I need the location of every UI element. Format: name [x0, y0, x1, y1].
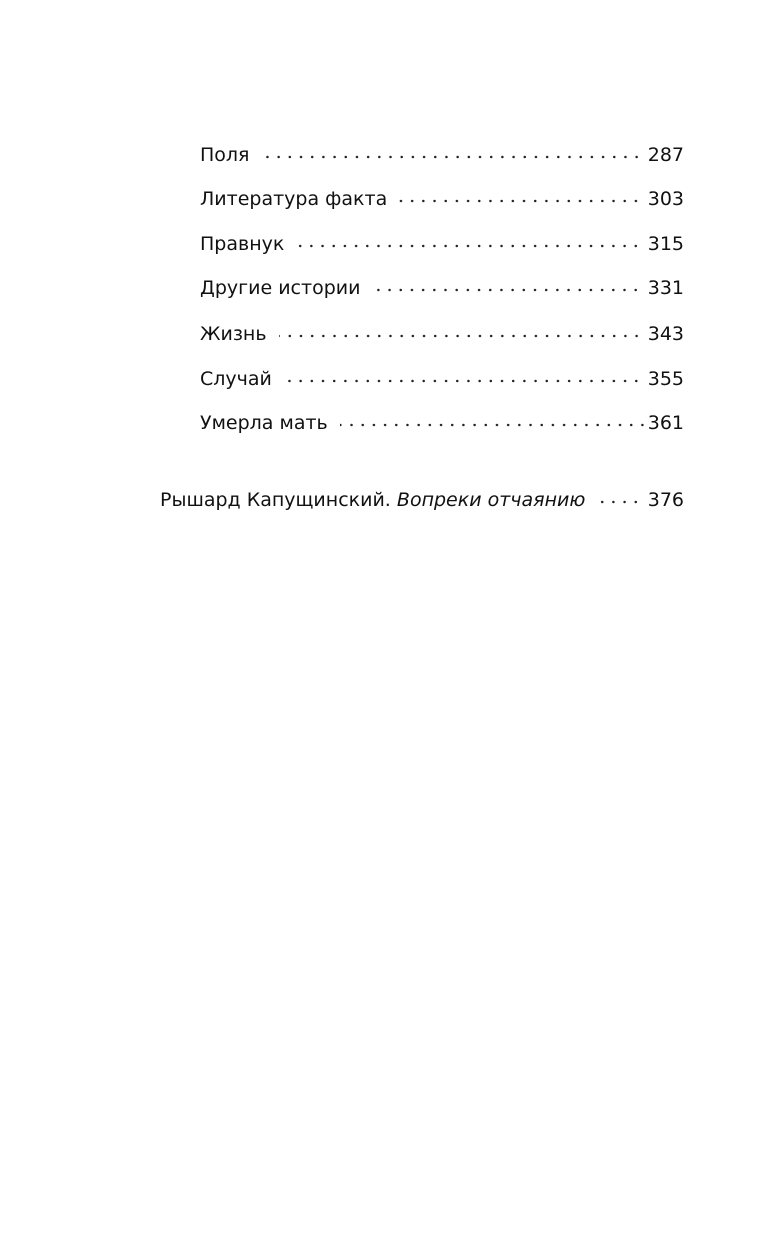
toc-entry-page: 287 [647, 144, 684, 166]
toc-entry-title: Литература факта [200, 188, 388, 210]
dot-leader [597, 497, 641, 507]
toc-entry-title: Жизнь [200, 323, 267, 345]
toc-afterword-entry [160, 482, 684, 512]
dot-leader [399, 196, 642, 206]
dot-leader [296, 241, 641, 251]
toc-entry [200, 270, 684, 300]
toc-entry-page: 355 [647, 368, 684, 390]
toc-entry [200, 137, 684, 167]
toc-entry-page: 331 [647, 277, 684, 299]
toc-entry-page: 361 [647, 412, 684, 434]
toc-entry-title: Умерла мать [200, 412, 328, 434]
toc-entry-page: 303 [647, 188, 684, 210]
toc-entry-title: Случай [200, 368, 272, 390]
dot-leader [262, 152, 642, 162]
toc-entry-title: Поля [200, 144, 250, 166]
dot-leader [372, 285, 641, 295]
toc-entry [200, 405, 684, 435]
toc-entry [200, 316, 684, 346]
toc-entry [200, 226, 684, 256]
dot-leader [284, 376, 642, 386]
toc-entry [200, 181, 684, 211]
dot-leader [340, 420, 648, 430]
afterword-essay-title: Вопреки отчаянию [396, 489, 586, 511]
toc-entry [200, 361, 684, 391]
toc-afterword-page: 376 [647, 489, 684, 511]
toc-entry-page: 315 [647, 233, 684, 255]
toc-entry-title: Другие истории [200, 277, 361, 299]
afterword-author: Рышард Капущинский. [160, 489, 391, 511]
toc-entry-page: 343 [647, 323, 684, 345]
toc-entry-title: Правнук [200, 233, 285, 255]
dot-leader [279, 331, 642, 341]
toc-afterword-title [160, 488, 585, 512]
